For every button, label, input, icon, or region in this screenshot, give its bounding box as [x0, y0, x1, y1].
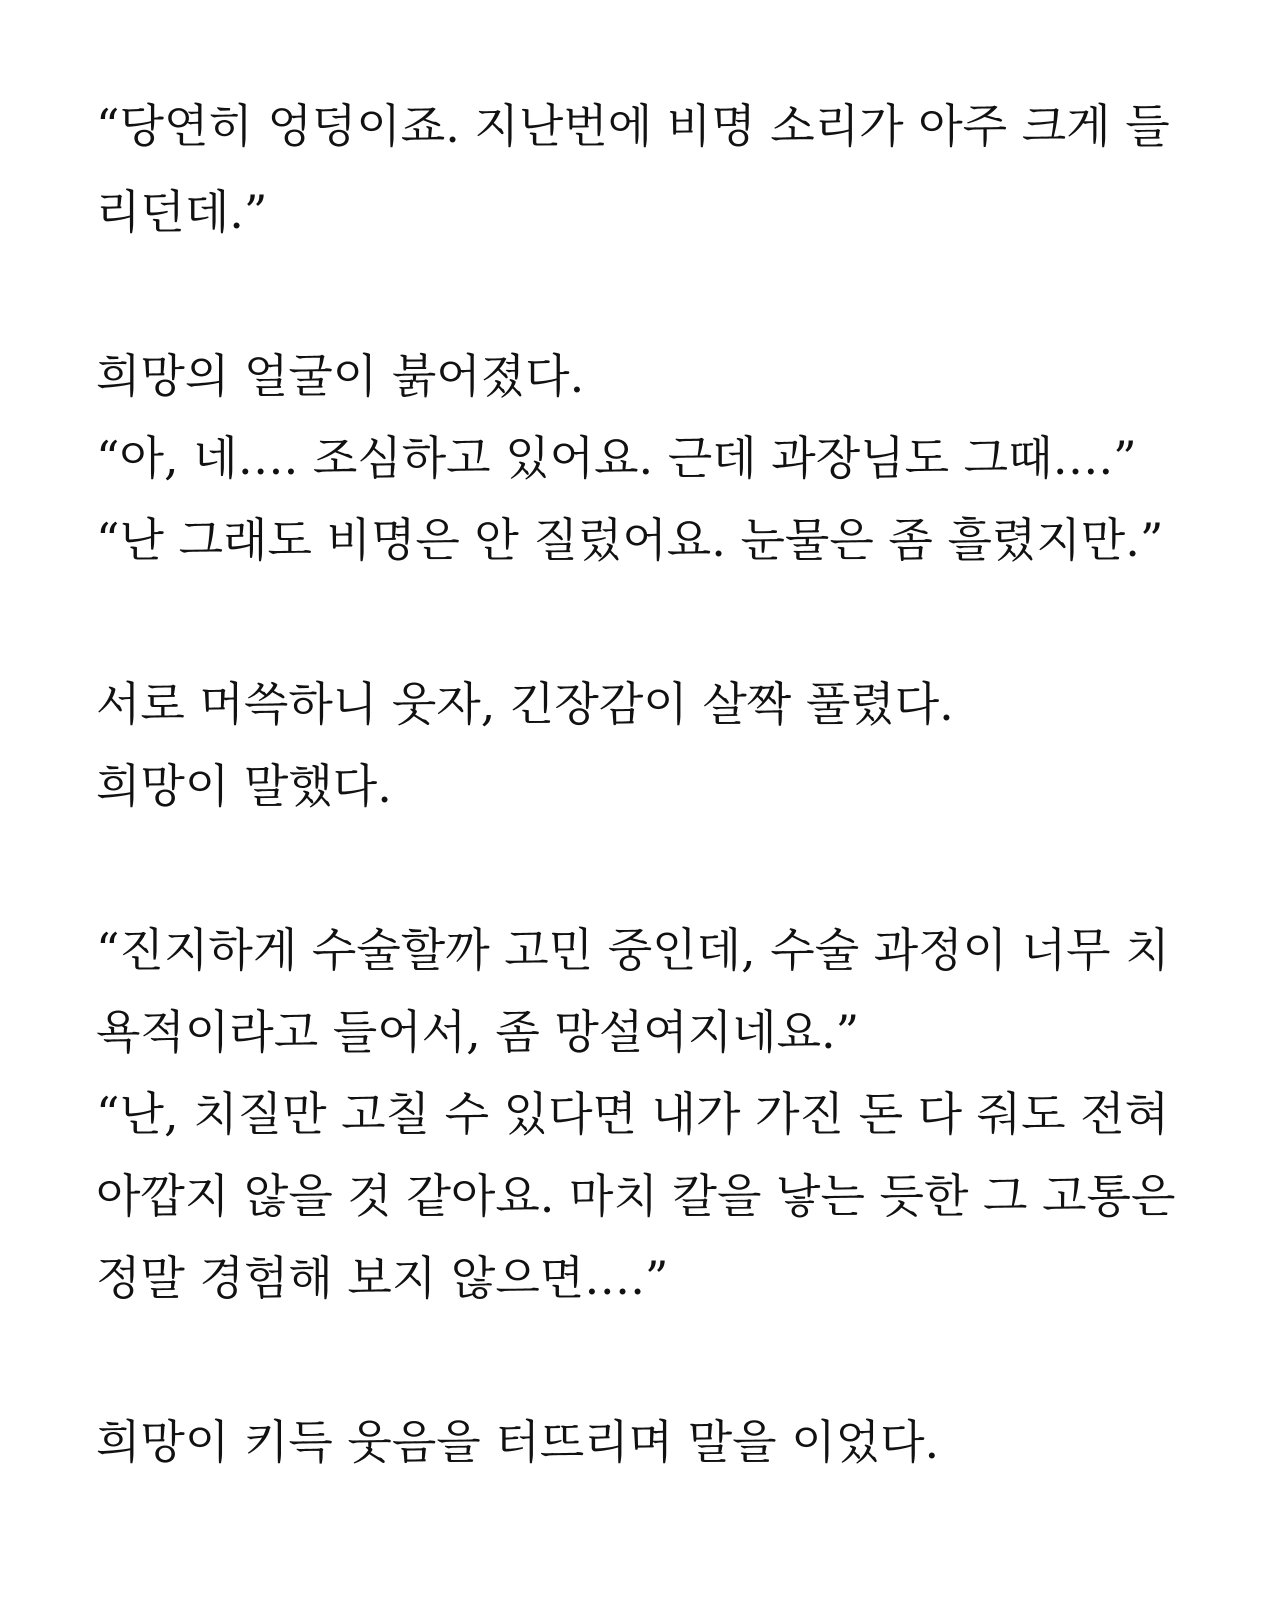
text-line: “난 그래도 비명은 안 질렀어요. 눈물은 좀 흘렸지만.”: [96, 513, 1164, 567]
text-line: “당연히 엉덩이죠. 지난번에 비명 소리가 아주 크게 들: [96, 99, 1170, 153]
text-line: 희망이 말했다.: [96, 759, 392, 813]
text-line: 리던데.”: [96, 185, 268, 239]
text-line: “아, 네…. 조심하고 있어요. 근데 과장님도 그때….”: [96, 431, 1137, 485]
text-line: 정말 경험해 보지 않으면….”: [96, 1251, 669, 1305]
text-line: 욕적이라고 들어서, 좀 망설여지네요.”: [96, 1005, 860, 1059]
text-line: 아깝지 않을 것 같아요. 마치 칼을 낳는 듯한 그 고통은: [96, 1169, 1176, 1223]
text-line: 희망이 키득 웃음을 터뜨리며 말을 이었다.: [96, 1415, 940, 1469]
text-line: 희망의 얼굴이 붉어졌다.: [96, 349, 585, 403]
text-line: 서로 머쓱하니 웃자, 긴장감이 살짝 풀렸다.: [96, 677, 954, 731]
text-line: “난, 치질만 고칠 수 있다면 내가 가진 돈 다 줘도 전혀: [96, 1087, 1170, 1141]
text-line: “진지하게 수술할까 고민 중인데, 수술 과정이 너무 치: [96, 923, 1170, 977]
